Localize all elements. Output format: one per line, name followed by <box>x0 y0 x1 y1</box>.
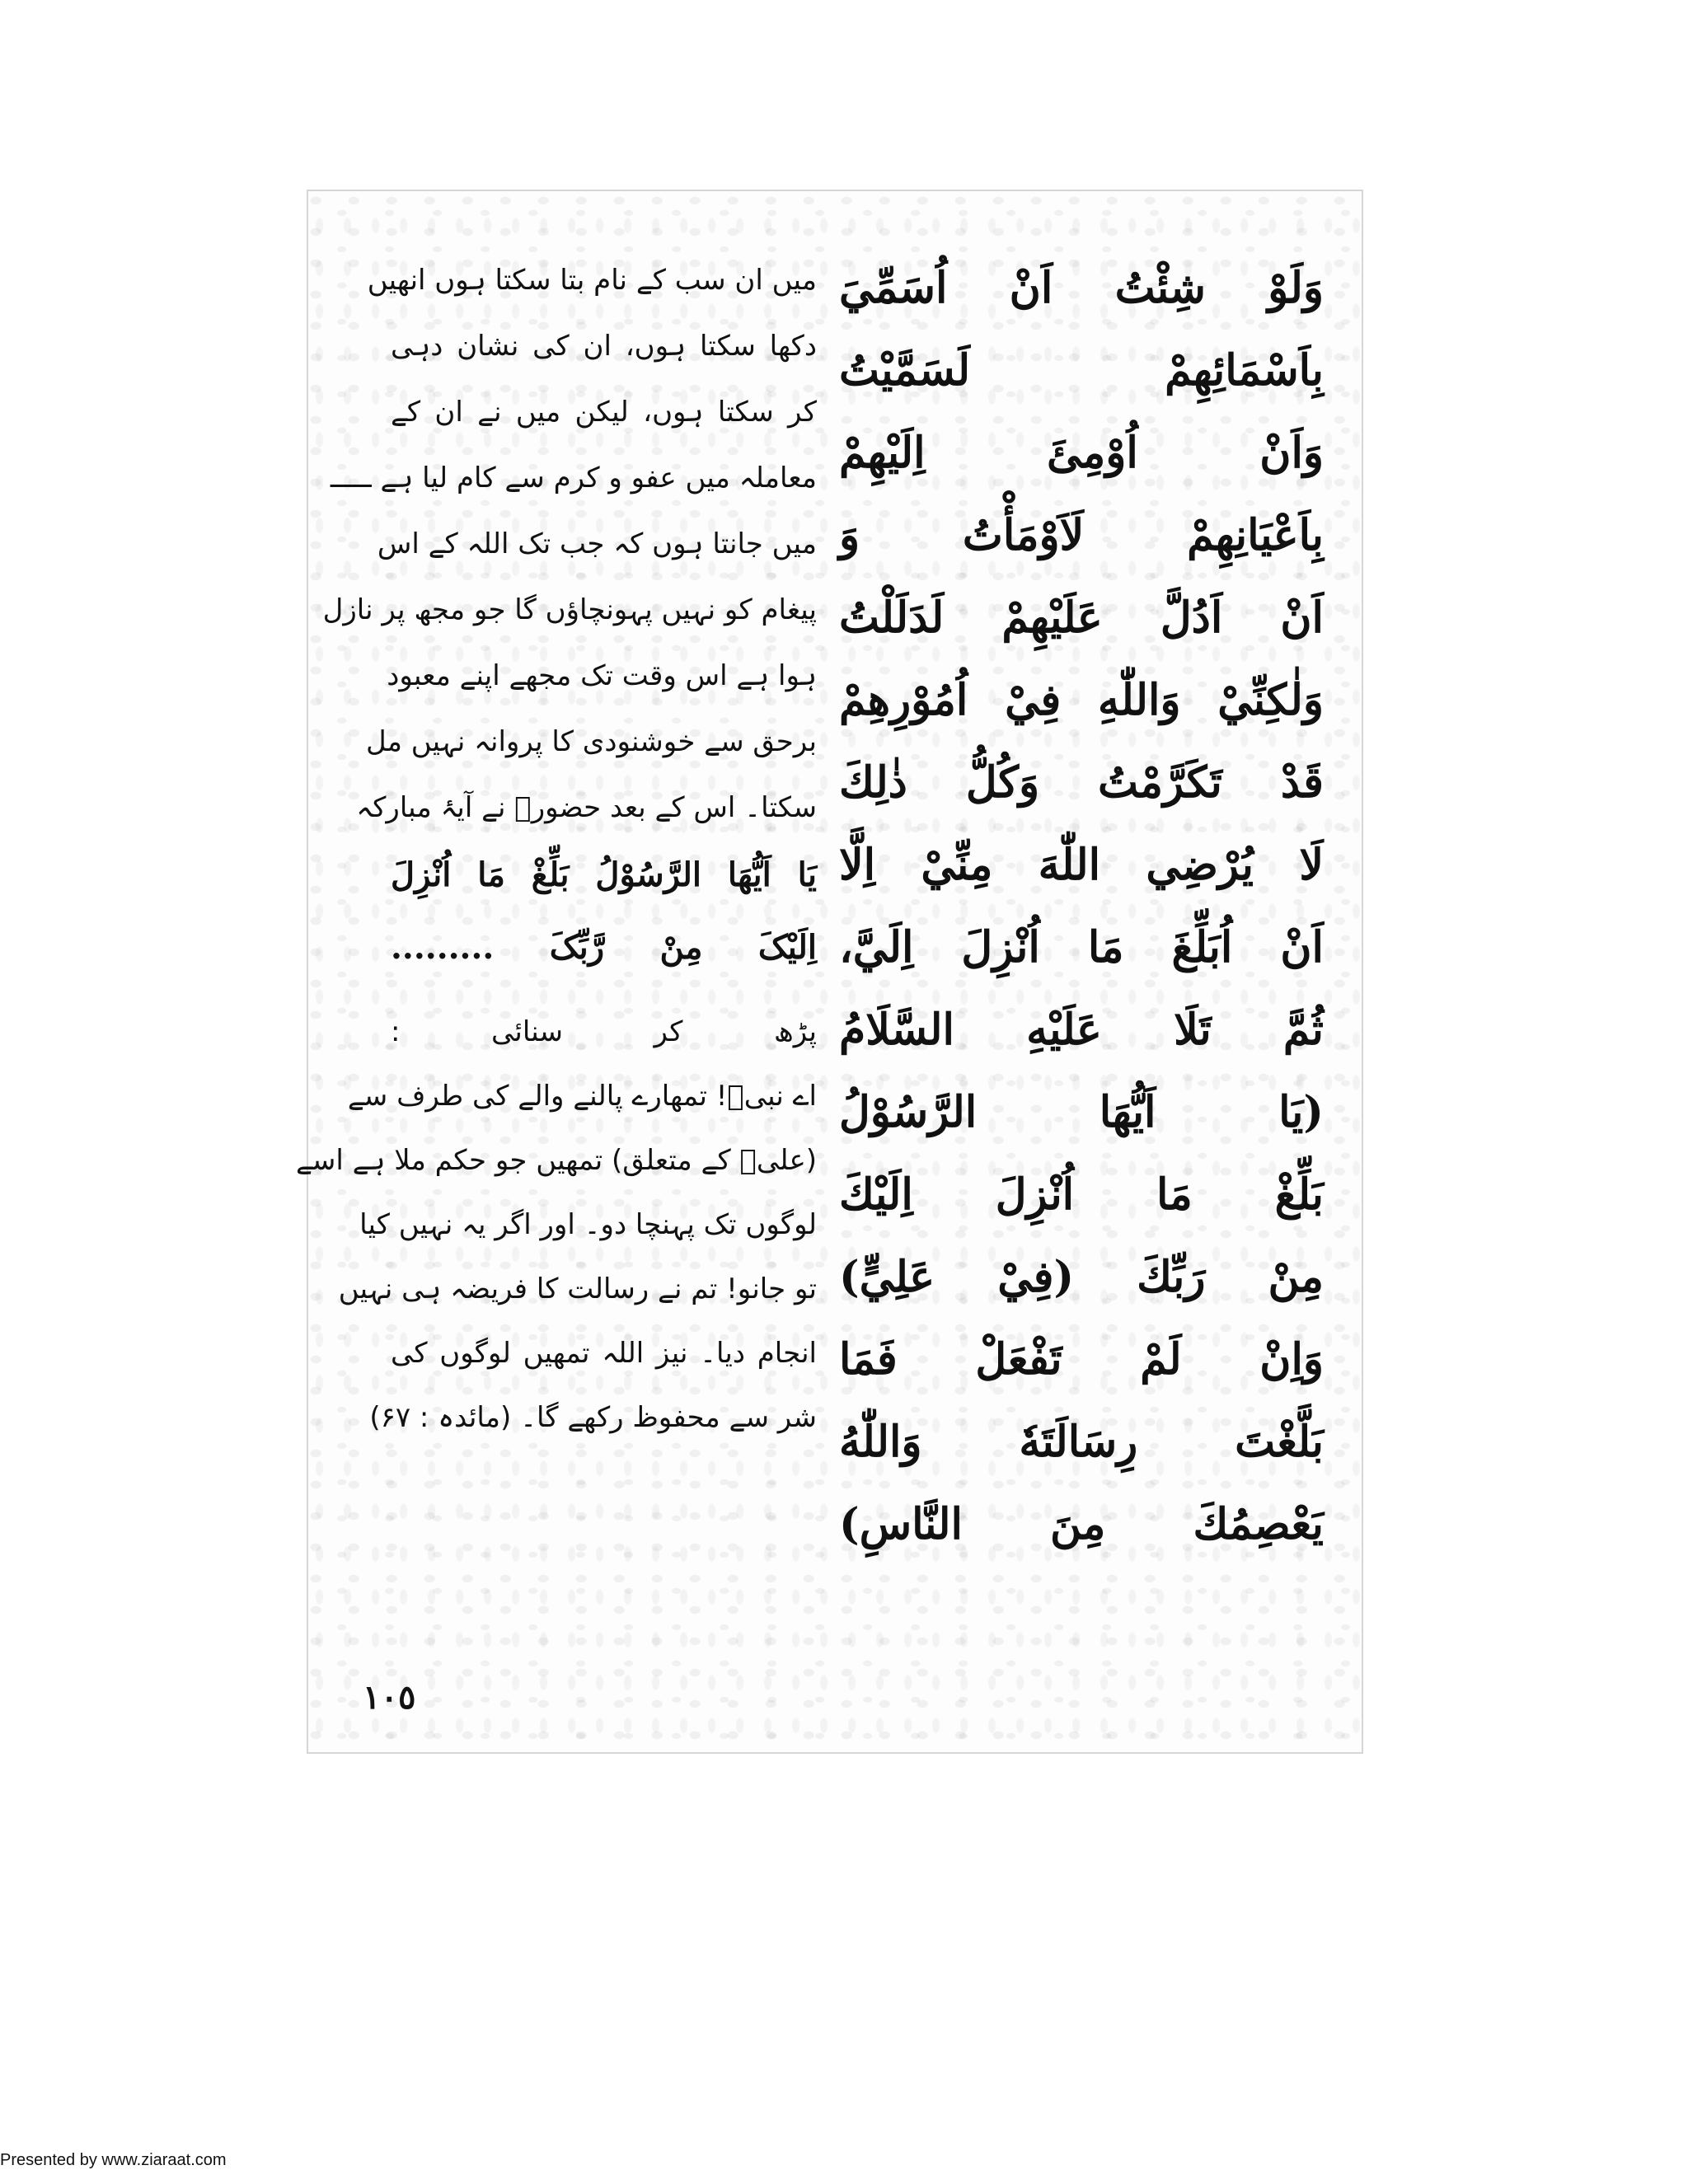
arabic-line: وَاَنْ اُوْمِئَ اِلَيْهِمْ <box>839 428 1324 478</box>
arabic-line: بَلَّغْتَ رِسَالَتَهٗ وَاللّٰهُ <box>839 1417 1324 1467</box>
urdu-line: شر سے محفوظ رکھے گا۔ (مائدہ : ۶۷) <box>369 1401 817 1434</box>
urdu-line: (علیؑ کے متعلق) تمھیں جو حکم ملا ہے اسے <box>295 1144 817 1177</box>
urdu-line: میں جانتا ہوں کہ جب تک اللہ کے اس <box>377 527 817 560</box>
arabic-line: بَلِّغْ مَا اُنْزِلَ اِلَيْكَ <box>839 1169 1324 1220</box>
arabic-line: ثُمَّ تَلَا عَلَيْهِ السَّلَامُ <box>839 1005 1324 1055</box>
arabic-line: بِاَعْيَانِهِمْ لَاَوْمَأْتُ وَ <box>839 510 1324 560</box>
arabic-line: لَا يُرْضِي اللّٰهَ مِنِّيْ اِلَّا <box>839 840 1324 890</box>
urdu-line: سکتا۔ اس کے بعد حضورؐ نے آیۂ مبارکہ <box>356 791 817 824</box>
urdu-line: برحق سے خوشنودی کا پروانہ نہیں مل <box>365 725 817 758</box>
urdu-line: ہوا ہے اس وقت تک مجھے اپنے معبود <box>387 659 817 692</box>
urdu-line: لوگوں تک پہنچا دو۔ اور اگر یہ نہیں کیا <box>359 1208 817 1241</box>
footer-credit: Presented by www.ziaraat.com <box>0 2151 227 2169</box>
urdu-line: انجام دیا۔ نیز اللہ تمھیں لوگوں کی <box>391 1337 817 1370</box>
arabic-line: وَلَوْ شِئْتُ اَنْ اُسَمِّيَ <box>839 263 1324 313</box>
arabic-line: يَعْصِمُكَ مِنَ النَّاسِ) <box>839 1499 1324 1549</box>
urdu-line: تو جانو! تم نے رسالت کا فریضہ ہی نہیں <box>338 1272 817 1305</box>
arabic-line: قَدْ تَكَرَّمْتُ وَكُلُّ ذٰلِكَ <box>839 757 1324 808</box>
arabic-line: اَنْ اَدُلَّ عَلَيْهِمْ لَدَلَلْتُ <box>839 593 1324 643</box>
urdu-line: معاملہ میں عفو و کرم سے کام لیا ہے ـــــ <box>330 462 817 494</box>
arabic-line: وَلٰكِنِّيْ وَاللّٰهِ فِيْ اُمُوْرِهِمْ <box>839 675 1324 725</box>
arabic-line: اَنْ اُبَلِّغَ مَا اُنْزِلَ اِلَيَّ، <box>839 922 1324 972</box>
quranic-quote-line: یَا اَیُّهَا الرَّسُوْلُ بَلِّغْ مَا اُنْزِلَ <box>391 855 817 894</box>
page-number: ١٠٥ <box>363 1678 416 1717</box>
arabic-line: (يَا اَيُّهَا الرَّسُوْلُ <box>839 1087 1324 1137</box>
quranic-quote-line: اِلَیْکَ مِنْ رَّبِّکَ ......... <box>391 928 817 967</box>
urdu-line: پیغام کو نہیں پہونچاؤں گا جو مجھ پر نازل <box>322 593 817 626</box>
urdu-line: اے نبیؐ! تمھارے پالنے والے کی طرف سے <box>347 1080 817 1113</box>
arabic-line: مِنْ رَبِّكَ (فِيْ عَلِيٍّ) <box>839 1252 1324 1302</box>
urdu-line: کر سکتا ہوں، لیکن میں نے ان کے <box>391 396 817 429</box>
arabic-line: بِاَسْمَائِهِمْ لَسَمَّيْتُ <box>839 345 1324 396</box>
arabic-line: وَاِنْ لَمْ تَفْعَلْ فَمَا <box>839 1334 1324 1385</box>
urdu-line: پڑھ کر سنائی : <box>391 1015 817 1048</box>
urdu-line: دکھا سکتا ہوں، ان کی نشان دہی <box>391 330 817 363</box>
urdu-line: میں ان سب کے نام بتا سکتا ہوں انھیں <box>367 264 817 297</box>
